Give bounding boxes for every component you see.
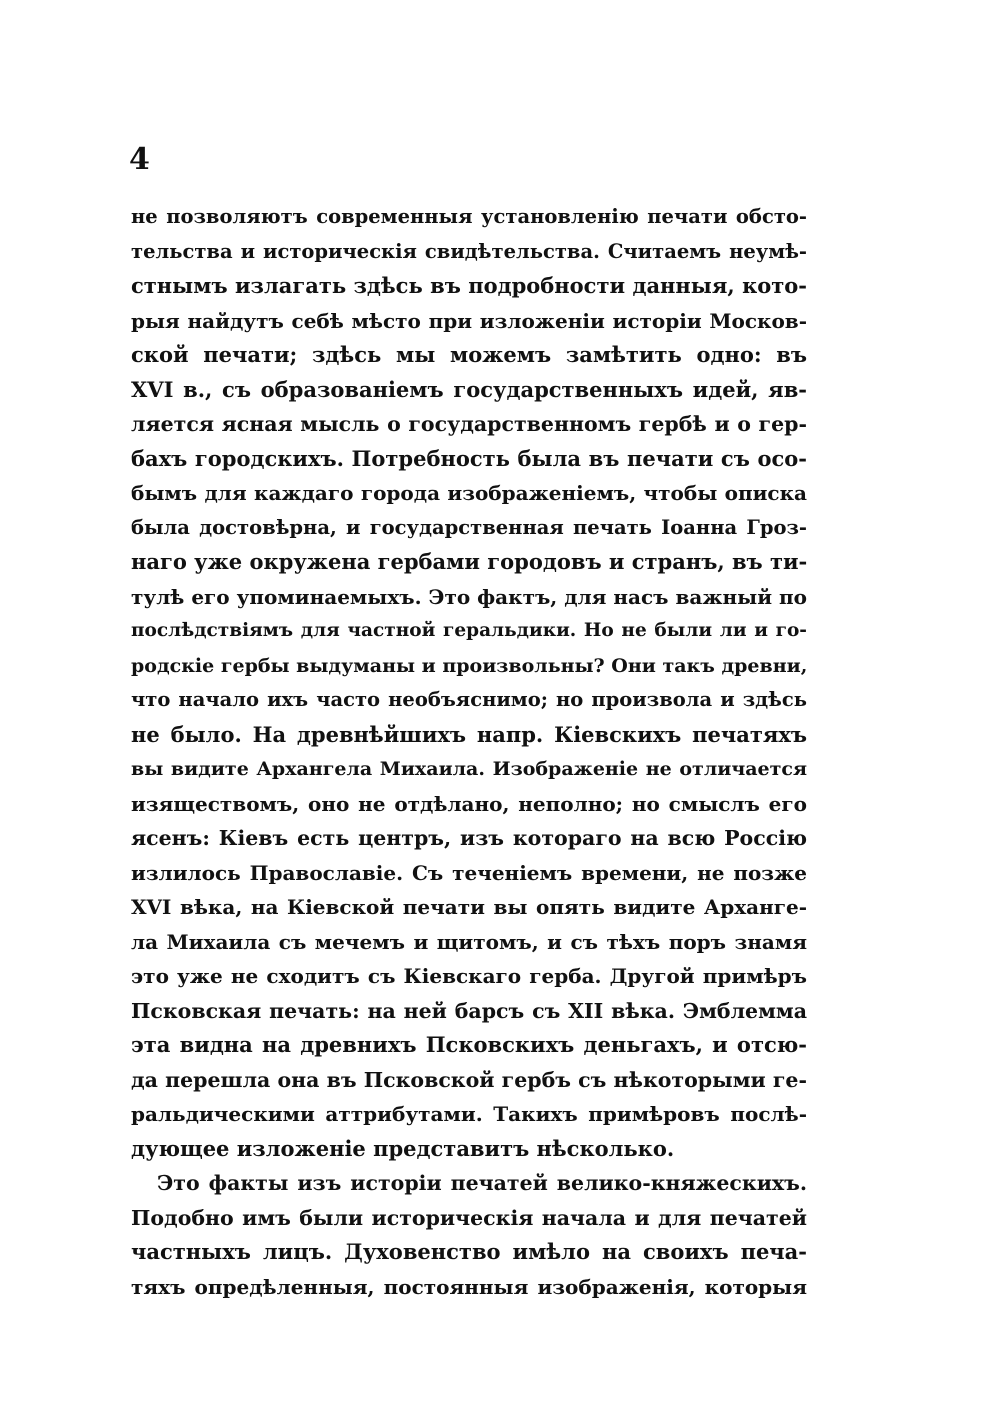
text-line: да перешла она въ Псковской гербъ съ нѣкоторыми ге- xyxy=(131,1067,807,1092)
text-line: Псковская печать: на ней барсъ съ XII вѣка. Эмблемма xyxy=(131,998,807,1023)
body-text xyxy=(131,200,807,1304)
text-line: ской печати; здѣсь мы можемъ замѣтить одно: въ xyxy=(131,342,807,367)
text-line: ясенъ: Кіевъ есть центръ, изъ котораго на всю Россію xyxy=(131,826,807,850)
text-line: не было. На древнѣйшихъ напр. Кіевскихъ печатяхъ xyxy=(131,721,807,747)
text-line: рыя найдутъ себѣ мѣсто при изложеніи исторіи Москов- xyxy=(131,308,807,333)
text-line: изяществомъ, оно не отдѣлано, неполно; но смыслъ его xyxy=(131,791,807,816)
text-line: стнымъ излагать здѣсь въ подробности данныя, кото- xyxy=(131,273,807,298)
text-line: не позволяютъ современныя установленію печати обсто- xyxy=(131,205,807,228)
paragraph-1 xyxy=(131,200,807,1166)
text-line: была достовѣрна, и государственная печать Іоанна Гроз- xyxy=(131,515,807,539)
text-line: это уже не сходитъ съ Кіевскаго герба. Другой примѣръ xyxy=(131,964,807,988)
text-line: бахъ городскихъ. Потребность была въ печати съ осо- xyxy=(131,445,807,471)
text-line: частныхъ лицъ. Духовенство имѣло на своихъ печа- xyxy=(131,1239,807,1264)
text-line: ляется ясная мысль о государственномъ гербѣ и о гер- xyxy=(131,412,807,436)
page-number: 4 xyxy=(129,142,150,177)
text-line: вы видите Архангела Михаила. Изображеніе не отличается xyxy=(131,758,807,780)
text-line: излилось Православіе. Съ теченіемъ времени, не позже xyxy=(131,860,807,885)
paragraph-2 xyxy=(131,1166,807,1304)
text-line: дующее изложеніе представитъ нѣсколько. xyxy=(131,1135,675,1161)
text-line: тельства и историческія свидѣтельства. Считаемъ неумѣ- xyxy=(131,239,807,263)
text-line: тяхъ опредѣленныя, постоянныя изображенія, которыя xyxy=(131,1274,807,1299)
text-line: тулѣ его упоминаемыхъ. Это фактъ, для насъ важный по xyxy=(131,584,807,609)
text-line: ла Михаила съ мечемъ и щитомъ, и съ тѣхъ поръ знамя xyxy=(131,929,807,954)
text-line: Это факты изъ исторіи печатей велико-княжескихъ. xyxy=(157,1171,807,1195)
text-line: наго уже окружена гербами городовъ и странъ, въ ти- xyxy=(131,549,807,574)
text-line: Подобно имъ были историческія начала и для печатей xyxy=(131,1205,807,1230)
text-line: XVI в., съ образованіемъ государственныхъ идей, яв- xyxy=(131,376,807,402)
text-line: эта видна на древнихъ Псковскихъ деньгахъ, и отсю- xyxy=(131,1032,807,1057)
text-line: XVI вѣка, на Кіевской печати вы опять видите Арханге- xyxy=(131,895,807,919)
text-line: что начало ихъ часто необъяснимо; но произвола и здѣсь xyxy=(131,688,807,711)
text-line: родскіе гербы выдуманы и произвольны? Они такъ древни, xyxy=(131,654,807,677)
text-line: ральдическими аттрибутами. Такихъ примѣровъ послѣ- xyxy=(131,1102,807,1126)
text-line: бымъ для каждаго города изображеніемъ, чтобы описка xyxy=(131,481,807,505)
text-line: послѣдствіямъ для частной геральдики. Но не были ли и го- xyxy=(131,620,807,641)
